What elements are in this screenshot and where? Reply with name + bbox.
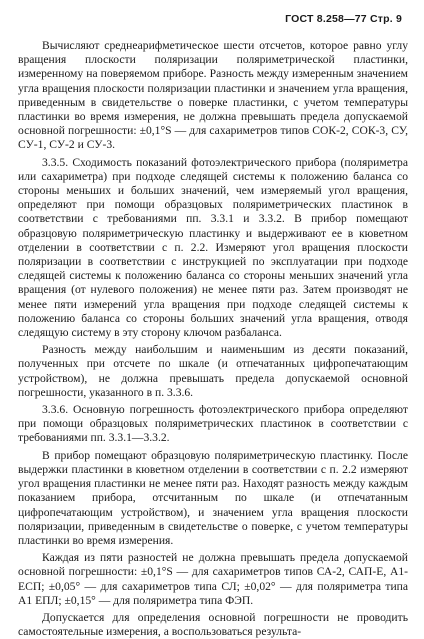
paragraph: В прибор помещают образцовую поляриметрическую пластинку. После выдержки пластинки в кюветном отделении в соответствии с п. 2.2 измеряют угол вращения пластинки не менее пяти раз. Находят разность между каждым показанием прибора, отсчитанным по шкале (и отпечатанным цифропечатающим устройством), и значением угла вращения плоскости поляризации, приведенным в свидетельстве о поверке, с учетом температуры пластинки во время измерения. <box>18 448 408 547</box>
paragraph: 3.3.6. Основную погрешность фотоэлектрического прибора определяют при помощи образцовых поляриметрических пластинок в соответствии с требованиями пп. 3.3.1—3.3.2. <box>18 403 408 445</box>
paragraph: Допускается для определения основной погрешности не проводить самостоятельные измерения, а воспользоваться результа- <box>18 610 408 639</box>
paragraph: 3.3.5. Сходимость показаний фотоэлектрического прибора (поляриметра или сахариметра) при подходе следящей системы к положению баланса со стороны меньших и больших значений, чем измеряемый угол вращения, определяют при помощи образцовых поляриметрических пластинок в соответствии с требованиями пп. 3.3.1 и 3.3.2. В прибор помещают образцовую поляриметрическую пластинку и выдерживают ее в кюветном отделении в соответствии с п. 2.2. Измеряют угол вращения плоскости поляризации в соответствии с инструкцией по эксплуатации при подходе следящей системы к положению баланса со стороны меньших значений угла вращения (от нулевого положения) не менее пяти раз. Затем производят не менее пяти измерений угла вращения при подходе следящей системы к положению баланса со стороны больших значений угла вращения, отводя следящую систему в эту сторону ключом разбаланса. <box>18 155 408 340</box>
standard-number: ГОСТ 8.258—77 <box>285 13 367 25</box>
paragraph: Вычисляют среднеарифметическое шести отсчетов, которое равно углу вращения плоскости поляризации поляриметрической пластинки, измеренному на поверяемом приборе. Разность между измеренным значением угла вращения плоскости поляризации пластинки и значением угла вращения, приведенным в свидетельстве о поверке пластинки, с учетом температуры пластинки во время измерения, не должна превышать предела допускаемой основной погрешности: ±0,1°S — для сахариметров типов СОК-2, СОК-3, СУ, СУ-1, СУ-2 и СУ-3. <box>18 39 408 152</box>
paragraph: Каждая из пяти разностей не должна превышать предела допускаемой основной погрешности: ±0,1°S — для сахариметров типов СА-2, САП-Е, А1-ЕСП; ±0,05° — для сахариметров типа СЛ; ±0,02° — для поляриметра типа А1 ЕПЛ; ±0,15° — для поляриметра типа ФЭП. <box>18 551 408 607</box>
page-number: Стр. 9 <box>369 13 402 25</box>
paragraph: Разность между наибольшим и наименьшим из десяти показаний, полученных при отсчете по шкале (и отпечатанных цифропечатающим устройством), не должна превышать предела допускаемой основной погрешности, указанного в п. 3.3.6. <box>18 343 408 399</box>
document-body <box>18 39 408 639</box>
page-header <box>18 12 408 26</box>
